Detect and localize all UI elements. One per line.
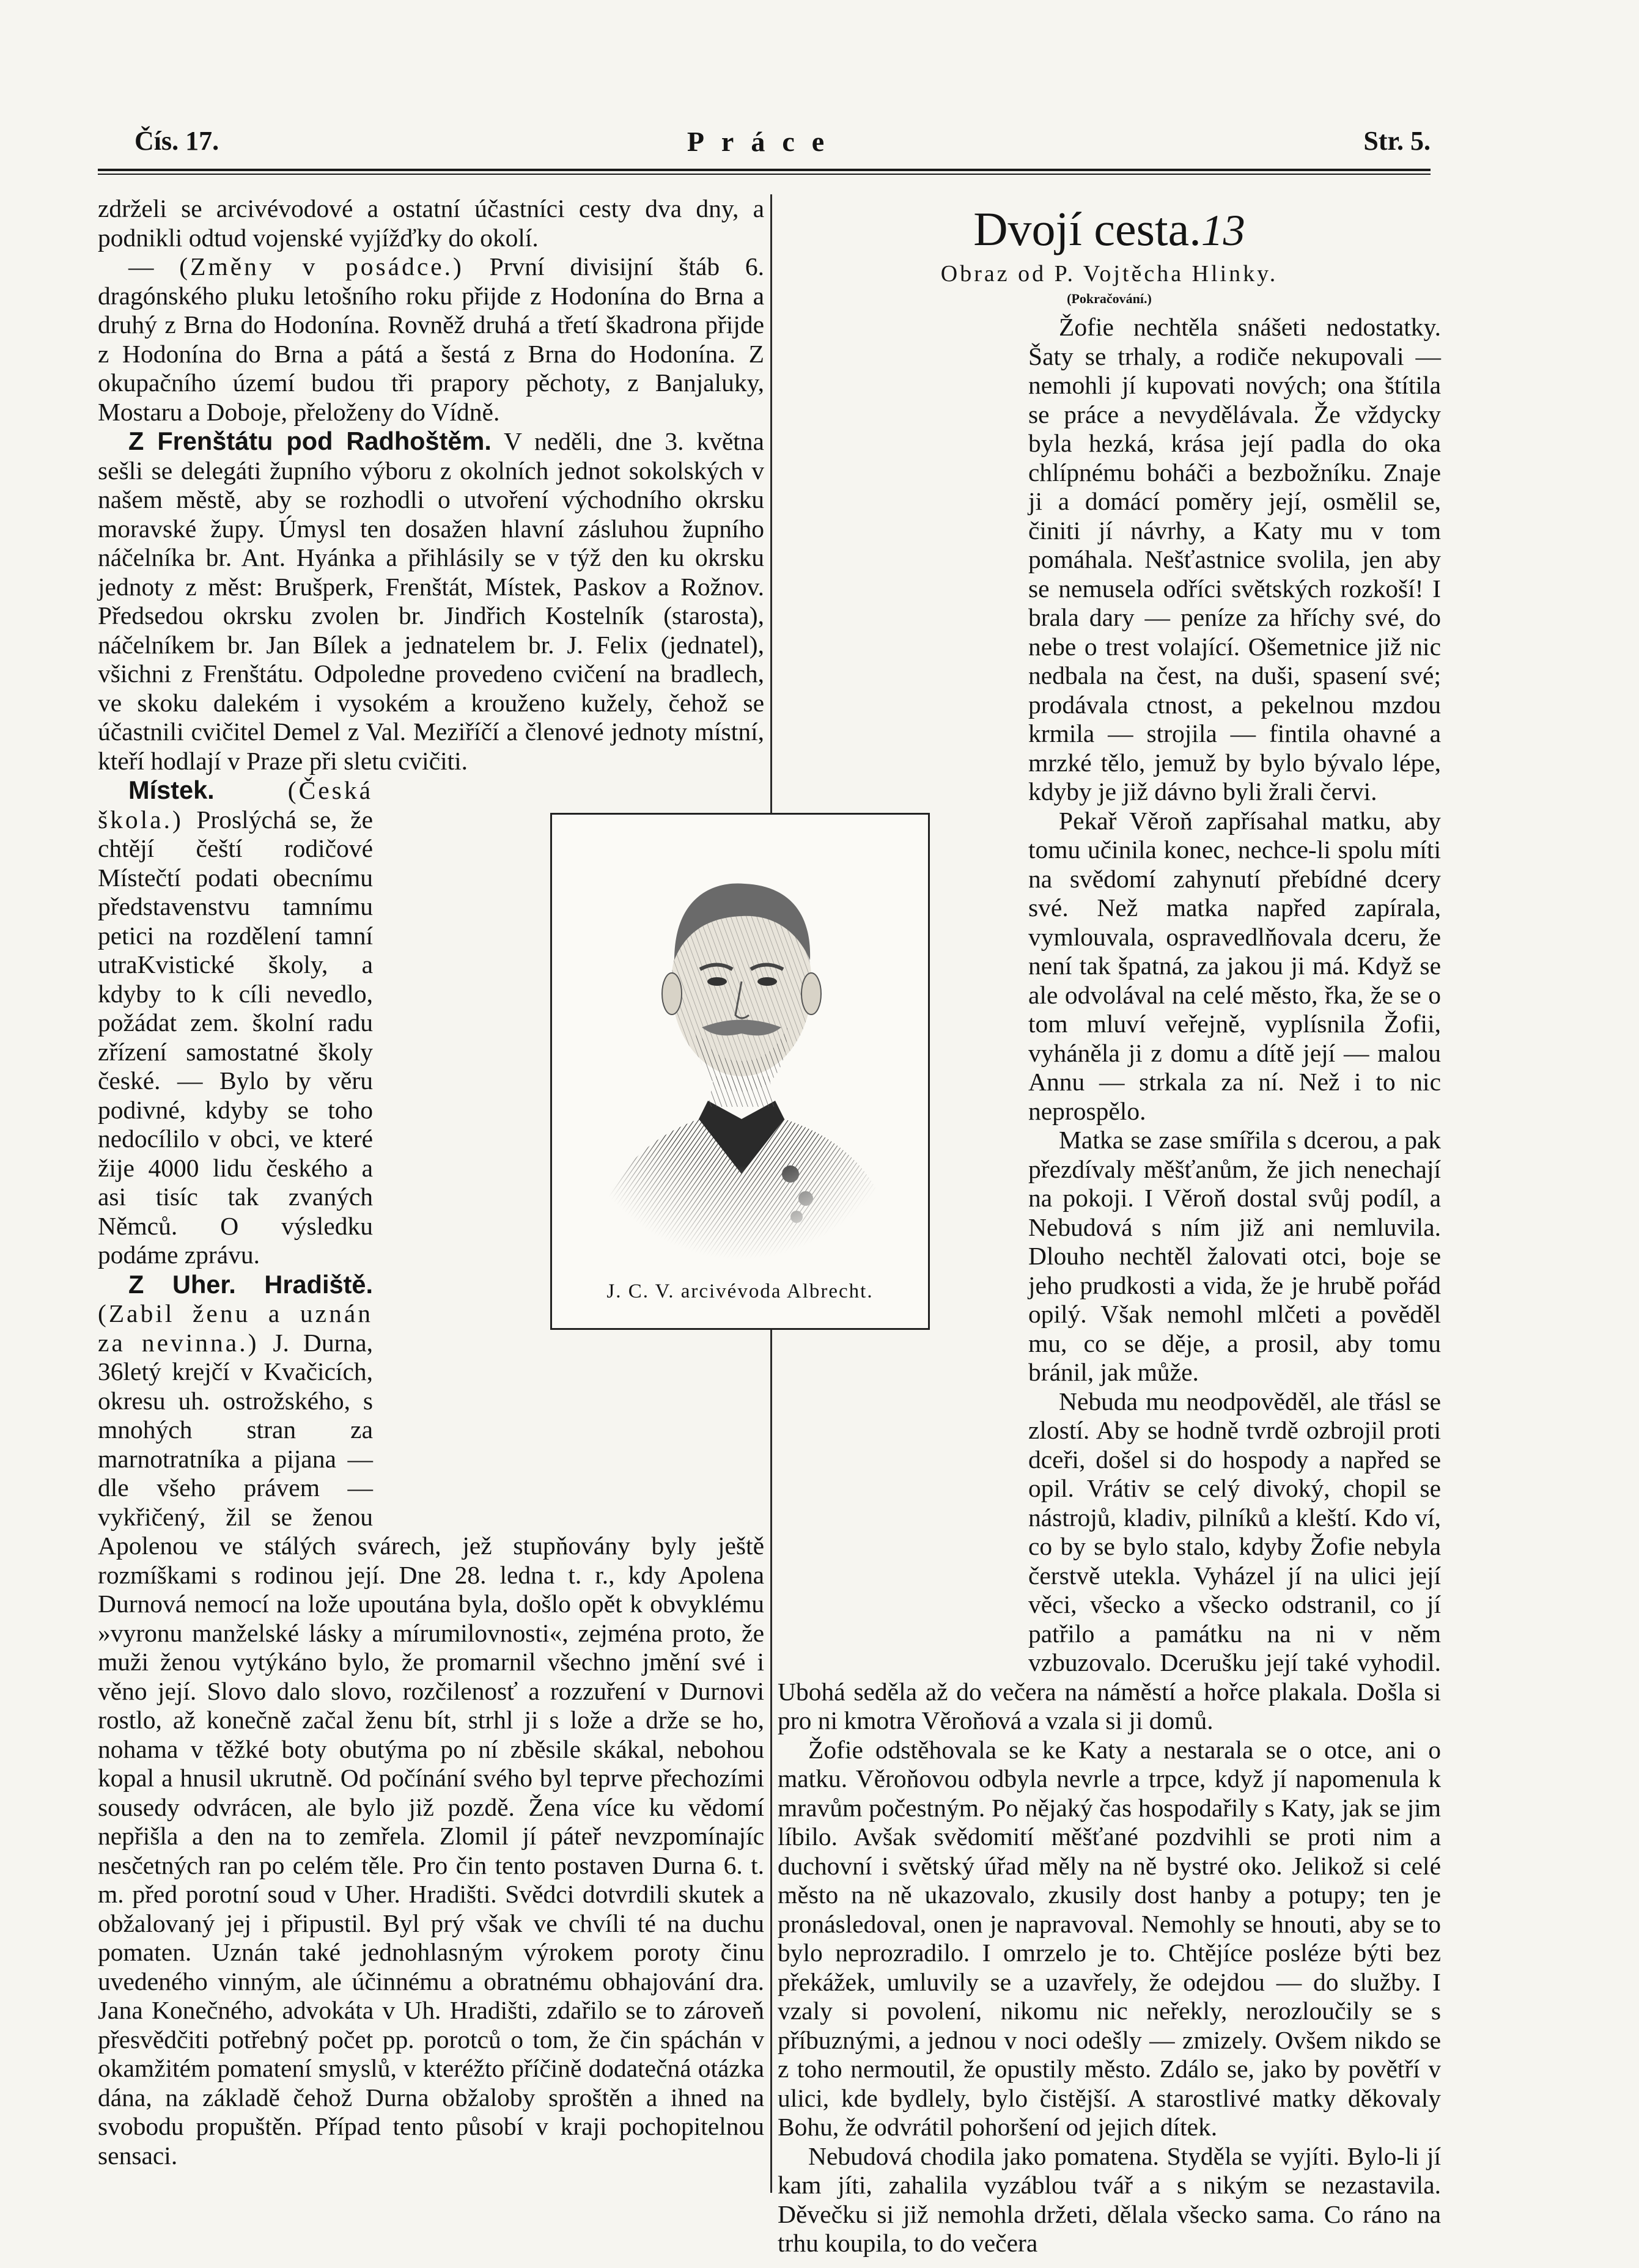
article-frenstat-heading: Z Frenštátu pod Radhoštěm. [128, 427, 492, 455]
article-posadka-body: První divisijní štáb 6. dragónského pluku letošního roku přijde z Hodonína do Brna a druhý z Brna do Hodonína. Rovněž druhá a třetí škadrona přijde z Hodonína do Brna a pátá a šestá z Brna do Hodonína. Z okupačního území budou tři prapory pěchoty, z Banjaluky, Mostaru a Doboje, přeloženy do Vídně. [98, 252, 764, 426]
article-posadka-heading: (Změny v posádce.) [179, 252, 464, 281]
article-hradiste-heading: Z Uher. Hradiště. [128, 1269, 373, 1299]
story-paragraph-2: Pekař Věroň zapřísahal matku, aby tomu učinila konec, nechce-li spolu míti na svědomí zahynutí přebídné dcery své. Než matka napřed zapírala, vymlouvala, ospravedlňovala dceru, že není tak špatná, za jakou ji má. Když se ale odvolával na celé město, řka, že se o tom mluví veřejně, vyplísnila Žofii, vyháněla ji z domu a dítě její — malou Annu — strkala za ní. Než i to nic neprospělo. [1028, 806, 1441, 1125]
article-mistek-heading: Místek. [128, 776, 215, 804]
article-mistek-body: Proslýchá se, že chtějí čeští rodičové Místečtí podati obecnímu představenstvu tamnímu petici na rozdělení tamní utraKvistické školy, a kdyby to k cíli nevedlo, požádat zem. školní radu zřízení samostatné školy české. — Bylo by věru podivné, kdyby se toho nedocílilo v obci, ve které žije 4000 lidu českého a asi tisíc tak zvaných Němců. O výsledku podáme zprávu. [98, 805, 373, 1269]
story-paragraph-1: Žofie nechtěla snášeti nedostatky. Šaty se trhaly, a rodiče nekupovali — nemohli jí kupovati nových; ona štítila se práce a nevydělávala. Že vždycky byla hezká, krása její padla do oka chlípnému boháči a bezbožníku. Znaje ji a domácí poměry její, osmělil se, činiti jí návrhy, a Katy mu v tom pomáhala. Nešťastnice svolila, jen aby se nemusela odříci světských rozkoší! I brala dary — peníze za hříchy své, do nebe o trest volající. Ošemetnice již nic nedbala na čest, na duši, spasení své; prodávala ctnost, a pekelnou mzdou krmila — strojila — fintila ohavné a mrzké tělo, jemuž by bylo bývalo lépe, kdyby je již dávno byli žrali červi. [1028, 313, 1441, 806]
portrait-figure [550, 813, 930, 1330]
story-paragraph-3: Matka se zase smířila s dcerou, a pak přezdívaly měšťanům, že jich nenechají na pokoji. I Věroň dostal svůj podíl, a Nebudová s ním již ani nemluvila. Dlouho nechtěl žalovati otci, boje se jeho prudkosti a vida, že je hrubě pořád opilý. Však nemohl mlčeti a pověděl mu, co se děje, a prosil, aby tomu bránil, jak může. [1028, 1126, 1441, 1386]
story-paragraph-6: Nebudová chodila jako pomatena. Styděla se vyjíti. Bylo-li jí kam jíti, zahalila vyzáblou tvář a s nikým se nezastavila. Děvečku si již nemohla držeti, dělala všecko sama. Co ráno na trhu koupila, to do večera [778, 2141, 1441, 2257]
article-hradiste-subheading: (Zabil ženu a uznán za nevinna.) [98, 1299, 373, 1357]
story-title [778, 200, 1441, 259]
handwritten-mark: 13 [1201, 206, 1245, 255]
story-paragraph-4: Nebuda mu neodpověděl, ale třásl se zlostí. Aby se hodně tvrdě ozbrojil proti dceři, došel si do hospody a napřed se opil. Vrátiv se celý divoký, chopil se nástrojů, kladiv, pilníků a kleští. Kdo ví, co by se bylo stalo, kdyby Žofie nebyla čerstvě utekla. Vyházel jí na ulici její věci, všecko a všecko odstranil, co jí patřilo a památku na ni v něm vzbuzovalo. Dcerušku její také vyhodil. Ubohá seděla až do večera na náměstí a hořce plakala. Došla si pro ni kmotra Věroňová a vzala si ji domů. [778, 1387, 1441, 1734]
portrait-engraving [564, 832, 916, 1260]
page-number: Str. 5. [1363, 126, 1431, 156]
header-rule-top [98, 169, 1431, 171]
article-hradiste-body: J. Durna, 36letý krejčí v Kvačicích, okresu uh. ostrožského, s mnohých stran za marnotratníka a pijana — dle všeho právem — vykřičený, žil se ženou Apolenou ve stálých svárech, jež stupňovány byly ještě rozmíškami s rodinou její. Dne 28. ledna t. r., kdy Apolena Durnová nemocí na lože upoutána byla, došlo opět k obvyklému »vyronu manželské lásky a mírumilovnosti«, zejména proto, že muži ženou vytýkáno bylo, že promarnil všechno jmění své i věno její. Slovo dalo slovo, rozčilenosť a rozzuření v Durnovi rostlo, až konečně začal ženu bít, strhl ji s lože a drže se ho, nohama v těžké boty obutýma po ní zběsile skákal, nebohou kopal a hnusil ukrutně. Od počínání svého byl teprve přechozími sousedy odvrácen, ale bylo již pozdě. Žena více ku vědomí nepřišla a den na to zemřela. Zlomil jí páteř nevzpomínajíc nesčetných ran po celém těle. Pro čin tento postaven Durna 6. t. m. před porotní soud v Uher. Hradišti. Svědci dotvrdili skutek a obžalovaný jej i připustil. Byl prý však ve chvíli té na duchu pomaten. Uznán také jednohlasným výrokem poroty činu uvedeného vinným, ale účinnému a obratnému obhajování dra. Jana Konečného, advokáta v Uh. Hradišti, zdařilo se to zároveň přesvědčiti potřebný počet pp. porotců o tom, že čin spáchán v okamžitém pomatení smyslů, v kteréžto příčině dodatečná otázka dána, na základě čehož Durna obžaloby sproštěn a ihned na svobodu propuštěn. Případ tento působí v kraji pochopitelnou sensaci. [98, 1328, 764, 2170]
story-byline: Obraz od P. Vojtěcha Hlinky. [940, 261, 1278, 287]
issue-number: Čís. 17. [134, 126, 219, 156]
story-title-text: Dvojí cesta. [973, 202, 1201, 255]
article-frenstat-body: V neděli, dne 3. května sešli se delegáti župního výboru z okolních jednot sokolských v našem městě, aby se rozhodli o utvoření východního okrsku moravské župy. Úmysl ten dosažen hlavní zásluhou župního náčelníka br. Ant. Hyánka a přihlásily se v týž den ku okrsku jednoty z měst: Brušperk, Frenštát, Místek, Paskov a Rožnov. Předsedou okrsku zvolen br. Jindřich Kostelník (starosta), náčelníkem br. Jan Bílek a jednatelem br. J. Felix (jednatel), všichni z Frenštátu. Odpoledne provedeno cvičení na bradlech, ve skoku dalekém i vysokém a krouženo kužely, čehož se účastnili cvičitel Demel z Val. Meziříčí a členové jednoty místní, kteří hodlají v Praze při sletu cvičiti. [98, 427, 764, 775]
article-frenstat [98, 427, 764, 776]
portrait-caption: J. C. V. arcivévoda Albrecht. [606, 1280, 874, 1302]
header-rule-bottom [98, 174, 1431, 175]
article-posadka: — (Změny v posádce.) První divisijní štáb 6. dragónského pluku letošního roku přijde z Hodonína do Brna a druhý z Brna do Hodonína. Rovněž druhá a třetí škadrona přijde z Hodonína do Brna a pátá a šestá z Brna do Hodonína. Z okupačního území budou tři prapory pěchoty, z Banjaluky, Mostaru a Doboje, přeloženy do Vídně. [98, 252, 764, 426]
story-continued-note: (Pokračování.) [1067, 291, 1152, 306]
page-header [98, 125, 1431, 168]
article-mistek-subheading: (Česká škola.) [98, 776, 373, 834]
story-paragraph-5: Žofie odstěhovala se ke Katy a nestarala se o otce, ani o matku. Věroňovou odbyla nevrle a trpce, když jí napomenula k mravům počestným. Po nějaký čas hospodařily s Katy, jak se jim líbilo. Avšak svědomití měšťané pozdvihli se proti nim a duchovní i světský úřad měly na ně bystré oko. Jelikož si celé město na ně ukazovalo, zkusily dost hanby a potupy; ten je pronásledoval, onen je napravoval. Nemohly se hnouti, aby se to bylo neprozradilo. I omrzelo je to. Chtějíce posléze býti bez překážek, umluvily se a uzavřely, že odejdou — do služby. I vzaly si povolení, nikomu nic neřekly, nerozloučily se s příbuznými, a jednou v noci odešly — zmizely. Ovšem nikdo se z toho nermoutil, že opustily město. Zdálo se, jako by povětří v ulici, kde bydlely, bylo čistější. A starostlivé matky děkovaly Bohu, že odvrátil pohoršení od jejich dítek. [778, 1735, 1441, 2141]
newspaper-title: Práce [687, 126, 842, 157]
article-continuation: zdrželi se arcivévodové a ostatní účastníci cesty dva dny, a podnikli odtud vojenské vyjížďky do okolí. [98, 194, 764, 252]
